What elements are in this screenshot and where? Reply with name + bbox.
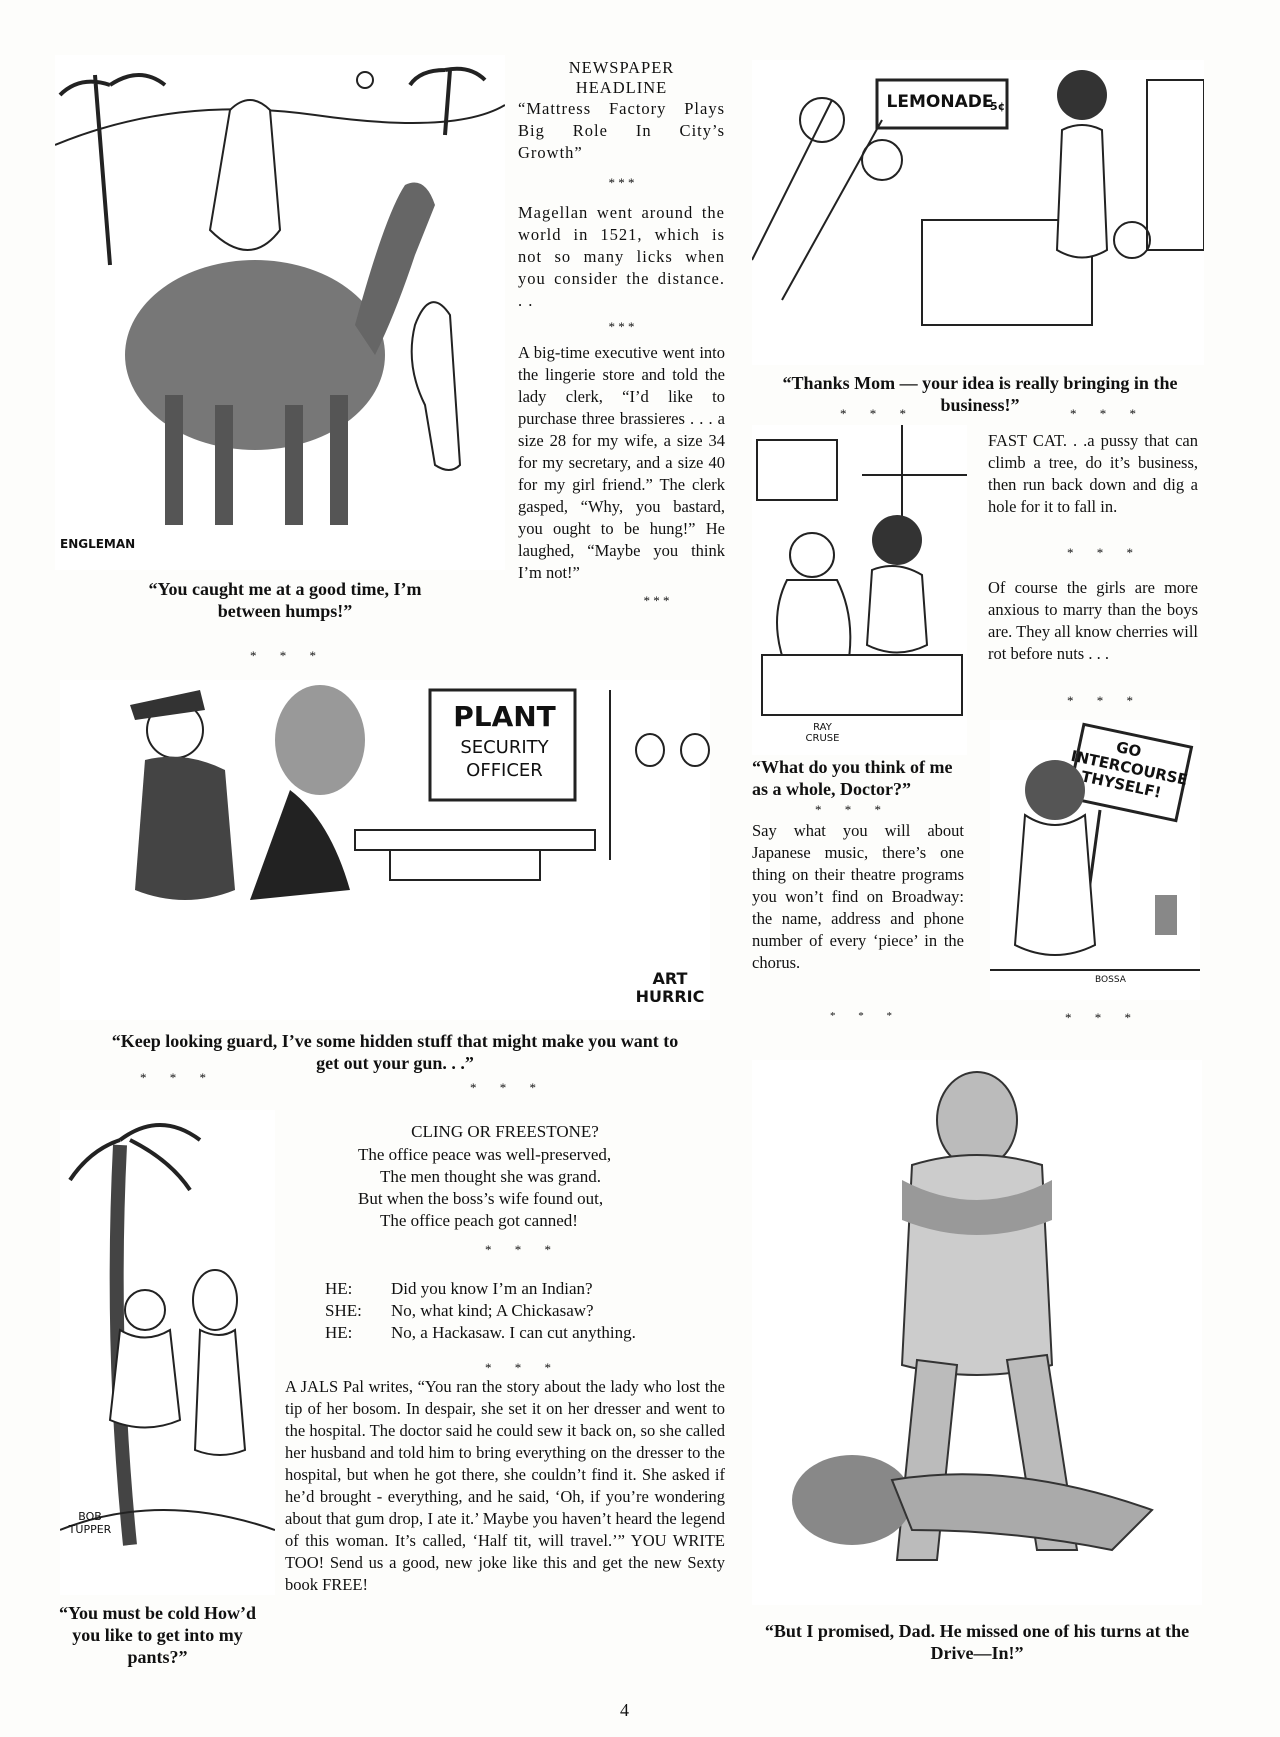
headline-title-1: NEWSPAPER: [568, 58, 675, 77]
plant-sign-line1: PLANT: [453, 700, 556, 733]
stars-divider: * * *: [608, 319, 635, 334]
stars-divider: * * *: [140, 1070, 216, 1085]
dialogue-speaker: HE:: [325, 1323, 353, 1342]
bossa-signature: BOSSA: [1095, 975, 1126, 985]
engleman-signature: ENGLEMAN: [60, 537, 136, 551]
stars-divider: * * *: [815, 802, 891, 817]
lemonade-price: 5¢: [990, 100, 1006, 113]
dialogue-line: No, what kind; A Chickasaw?: [391, 1301, 594, 1320]
drive-in-cartoon: [752, 1060, 1202, 1605]
poem-title: CLING OR FREESTONE?: [411, 1122, 599, 1141]
poem-line: The men thought she was grand.: [380, 1167, 601, 1186]
art-hurric-signature: ART HURRIC: [635, 969, 705, 1006]
stars-divider: * * *: [1067, 693, 1143, 708]
security-officer-cartoon: [60, 680, 710, 1020]
doctor-caption: “What do you think of me as a whole, Doctor?”: [752, 757, 953, 799]
dialogue-speaker: SHE:: [325, 1301, 362, 1320]
executive-joke: A big-time executive went into the lingerie store and told the lady clerk, “I’d like to purchase three brassieres . . . a size 28 for my wife, a size 34 for my secretary, and a size 40 for my girl friend.” The clerk gasped, “Why, you bastard, you ought to be hung!” He laughed, “Maybe you think I’m not!”: [518, 343, 725, 582]
lemonade-caption: “Thanks Mom — your idea is really bringing in the business!”: [782, 373, 1178, 415]
plant-sign-line2: SECURITY: [460, 737, 549, 758]
stars-divider: * * *: [485, 1242, 561, 1257]
island-caption: “You must be cold How’d you like to get into my pants?”: [58, 1603, 257, 1667]
bob-tupper-signature: BOB TUPPER: [68, 1510, 112, 1536]
dialogue-line: Did you know I’m an Indian?: [391, 1279, 593, 1298]
japanese-joke: Say what you will about Japanese music, there’s one thing on their theatre programs you won’t find on Broadway: the name, address and phone number of every ‘piece’ in the chorus.: [752, 821, 964, 972]
magellan-joke: Magellan went around the world in 1521, which is not so many licks when you consider the distance. . .: [518, 203, 725, 310]
ray-cruse-signature: RAY CRUSE: [805, 722, 840, 744]
security-caption: “Keep looking guard, I’ve some hidden stuff that might make you want to get out your gun. . .”: [111, 1031, 679, 1073]
stars-divider: * * *: [830, 1010, 902, 1022]
stars-divider: * * *: [608, 175, 635, 190]
stars-divider: * * *: [1067, 545, 1143, 560]
dialogue-line: No, a Hackasaw. I can cut anything.: [391, 1323, 636, 1342]
camel-cartoon: [55, 55, 505, 570]
page-number: 4: [620, 1700, 629, 1720]
headline-quote: “Mattress Factory Plays Big Role In City’s Growth”: [518, 99, 725, 162]
plant-sign-line3: OFFICER: [466, 760, 543, 781]
middle-text-column: [518, 58, 725, 612]
stars-divider: * * *: [250, 648, 326, 663]
stars-divider: * * *: [1065, 1010, 1141, 1025]
jals-joke: A JALS Pal writes, “You ran the story about the lady who lost the tip of her bosom. In despair, she set it on her dresser and went to the hospital. The doctor said he could sew it back on, so she called her husband and told him to bring everything on the dresser to the hospital, but when he got there, she couldn’t find it. She asked if he’d brought - everything, and he said, ‘Oh, if you’re wondering about that gum drop, I ate it.’ Maybe you haven’t heard the legend of this woman. It’s called, ‘Half tit, will travel.’” YOU WRITE TOO! Send us a good, new joke like this and get the new Sexty book FREE!: [285, 1377, 725, 1594]
poem-line: The office peach got canned!: [380, 1211, 578, 1230]
doctor-cartoon: [752, 425, 967, 755]
girls-joke: Of course the girls are more anxious to marry than the boys are. They all know cherries will rot before nuts . . .: [988, 578, 1198, 663]
camel-caption: “You caught me at a good time, I’m between humps!”: [148, 579, 422, 621]
poem-line: But when the boss’s wife found out,: [358, 1189, 604, 1208]
stars-divider: * * *: [840, 406, 916, 421]
stars-divider: * * *: [485, 1360, 561, 1375]
stars-divider: * * *: [1070, 406, 1146, 421]
lemonade-sign: LEMONADE: [886, 92, 994, 112]
poem: [358, 1144, 688, 1232]
stars-divider: * * *: [470, 1080, 546, 1095]
fast-cat-joke: FAST CAT. . .a pussy that can climb a tree, do it’s business, then run back down and dig a hole for it to fall in.: [988, 431, 1198, 516]
poem-line: The office peace was well-preserved,: [358, 1145, 612, 1164]
stars-divider: * * *: [643, 593, 670, 608]
drive-in-caption: “But I promised, Dad. He missed one of his turns at the Drive—In!”: [764, 1621, 1190, 1663]
dialogue-speaker: HE:: [325, 1279, 353, 1298]
protest-sign-text: GO INTERCOURSE THYSELF!: [1069, 737, 1190, 802]
headline-title-2: HEADLINE: [575, 78, 668, 97]
dialogue: [325, 1278, 725, 1344]
